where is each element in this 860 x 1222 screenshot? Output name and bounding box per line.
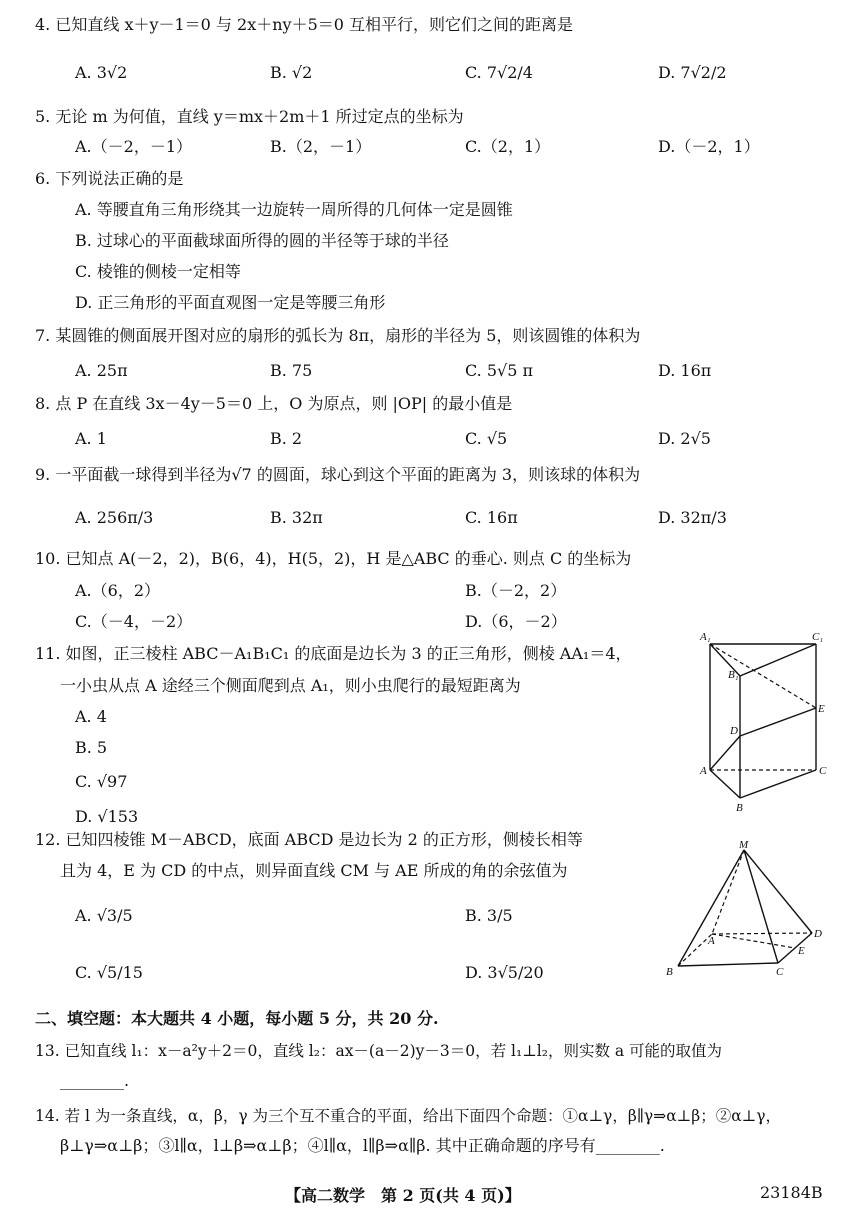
q12-option-d: D. 3√5/20 (465, 963, 544, 982)
q14-line1: 14. 若 l 为一条直线，α，β，γ 为三个互不重合的平面，给出下面四个命题：①α⊥γ，β∥γ⇒α⊥β；②α⊥γ， (35, 1107, 782, 1125)
edge-b1-c1 (740, 644, 816, 676)
edge-b-c (740, 770, 816, 798)
q4-option-a: A. 3√2 (75, 63, 128, 82)
label-d: D (814, 928, 822, 940)
q12-stem-line1: 12. 已知四棱锥 M－ABCD，底面 ABCD 是边长为 2 的正方形，侧棱长相等 (35, 830, 583, 849)
q4-option-c: C. 7√2/4 (465, 63, 533, 82)
label-m: M (739, 839, 749, 851)
hidden-edge-m-a (712, 850, 744, 934)
q12-stem-line2: 且为 4，E 为 CD 的中点，则异面直线 CM 与 AE 所成的角的余弦值为 (60, 861, 568, 880)
label-b: B (666, 966, 673, 978)
q9-stem: 9. 一平面截一球得到半径为√7 的圆面，球心到这个平面的距离为 3，则该球的体积为 (35, 465, 641, 484)
label-e: E (818, 703, 825, 715)
q11-option-a: A. 4 (75, 707, 107, 726)
q4-stem: 4. 已知直线 x＋y－1＝0 与 2x＋ny＋5＝0 互相平行，则它们之间的距离是 (35, 15, 574, 34)
label-a: A (700, 765, 707, 777)
q8-option-a: A. 1 (75, 429, 107, 448)
q7-option-a: A. 25π (75, 361, 128, 380)
hidden-edge-a-d (712, 933, 812, 934)
q5-option-d: D.（－2，1） (658, 137, 760, 156)
q13-blank: ________. (60, 1071, 130, 1090)
q7-option-b: B. 75 (270, 361, 313, 380)
q11-option-b: B. 5 (75, 738, 108, 757)
q7-option-d: D. 16π (658, 361, 712, 380)
q8-option-b: B. 2 (270, 429, 303, 448)
q7-stem: 7. 某圆锥的侧面展开图对应的扇形的弧长为 8π，扇形的半径为 5，则该圆锥的体积为 (35, 326, 641, 345)
q8-stem: 8. 点 P 在直线 3x－4y－5＝0 上，O 为原点，则 |OP| 的最小值是 (35, 394, 513, 413)
path-d-e (740, 708, 816, 736)
label-a1: A₁ (700, 631, 711, 643)
label-e: E (798, 945, 805, 957)
label-a: A (708, 935, 715, 947)
pyramid-figure (660, 838, 825, 978)
q12-option-b: B. 3/5 (465, 906, 513, 925)
q11-stem-line2: 一小虫从点 A 途经三个侧面爬到点 A₁，则小虫爬行的最短距离为 (60, 676, 521, 695)
exam-code: 23184B (760, 1183, 823, 1202)
q9-option-d: D. 32π/3 (658, 508, 727, 527)
hidden-edge-a-b (678, 934, 712, 966)
edge-m-c (744, 850, 778, 963)
q5-option-a: A.（－2，－1） (75, 137, 193, 156)
q12-option-c: C. √5/15 (75, 963, 143, 982)
q5-stem: 5. 无论 m 为何值，直线 y＝mx＋2m＋1 所过定点的坐标为 (35, 107, 464, 126)
label-b1: B₁ (728, 669, 739, 681)
q8-option-c: C. √5 (465, 429, 508, 448)
q6-stem: 6. 下列说法正确的是 (35, 169, 184, 188)
q13-line1: 13. 已知直线 l₁：x－a²y＋2＝0，直线 l₂：ax－(a－2)y－3＝0，若 l₁⊥l₂，则实数 a 可能的取值为 (35, 1042, 723, 1060)
q10-option-d: D.（6，－2） (465, 612, 567, 631)
q10-option-a: A.（6，2） (75, 581, 161, 600)
section-heading: 二、填空题：本大题共 4 小题，每小题 5 分，共 20 分. (35, 1009, 439, 1028)
label-c: C (819, 765, 827, 777)
q11-stem-line1: 11. 如图，正三棱柱 ABC－A₁B₁C₁ 的底面是边长为 3 的正三角形，侧棱 AA₁＝4， (35, 644, 632, 663)
q6-option-a: A. 等腰直角三角形绕其一边旋转一周所得的几何体一定是圆锥 (75, 200, 513, 219)
q11-option-c: C. √97 (75, 772, 128, 791)
path-a-d (710, 736, 740, 770)
edge-m-b (678, 850, 744, 966)
q11-option-d: D. √153 (75, 807, 139, 826)
edge-m-d (744, 850, 812, 933)
hidden-line-a-e (712, 934, 795, 948)
q6-option-d: D. 正三角形的平面直观图一定是等腰三角形 (75, 293, 386, 312)
label-b: B (736, 802, 743, 814)
edge-a-b (710, 770, 740, 798)
q8-option-d: D. 2√5 (658, 429, 711, 448)
q10-stem: 10. 已知点 A(－2，2)，B(6，4)，H(5，2)，H 是△ABC 的垂心. 则点 C 的坐标为 (35, 549, 632, 568)
q10-option-b: B.（－2，2） (465, 581, 567, 600)
path-a1-e (710, 644, 816, 708)
q4-option-d: D. 7√2/2 (658, 63, 727, 82)
q6-option-b: B. 过球心的平面截球面所得的圆的半径等于球的半径 (75, 231, 449, 250)
q9-option-b: B. 32π (270, 508, 323, 527)
q5-option-b: B.（2，－1） (270, 137, 372, 156)
label-c: C (776, 966, 784, 978)
q7-option-c: C. 5√5 π (465, 361, 533, 380)
q5-option-c: C.（2，1） (465, 137, 551, 156)
page-footer: 【高二数学 第 2 页(共 4 页)】 (285, 1186, 521, 1205)
q12-option-a: A. √3/5 (75, 906, 133, 925)
q4-option-b: B. √2 (270, 63, 313, 82)
prism-figure (698, 628, 828, 814)
label-d: D (730, 725, 738, 737)
q10-option-c: C.（－4，－2） (75, 612, 193, 631)
edge-b-c (678, 963, 778, 966)
label-c1: C₁ (812, 631, 824, 643)
q6-option-c: C. 棱锥的侧棱一定相等 (75, 262, 241, 281)
q9-option-a: A. 256π/3 (75, 508, 154, 527)
q9-option-c: C. 16π (465, 508, 518, 527)
q14-line2: β⊥γ⇒α⊥β；③l∥α，l⊥β⇒α⊥β；④l∥α，l∥β⇒α∥β. 其中正确命题的序号有________. (60, 1136, 665, 1155)
